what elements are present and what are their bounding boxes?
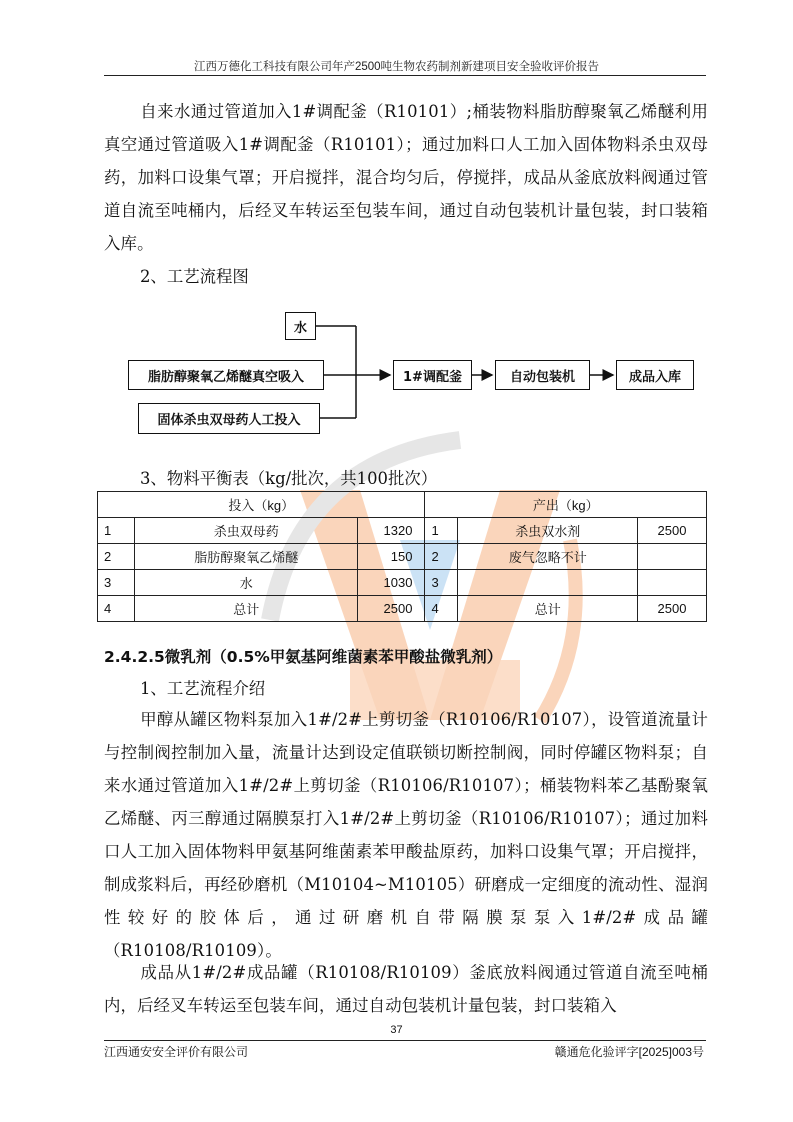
header-divider [104, 75, 706, 76]
in-name: 杀虫双母药 [134, 518, 358, 544]
in-qty: 150 [358, 544, 425, 570]
table-row [98, 596, 707, 622]
flow-box-water: 水 [285, 312, 316, 340]
in-name: 水 [134, 570, 358, 596]
in-name: 脂肪醇聚氧乙烯醚 [134, 544, 358, 570]
out-no: 2 [425, 544, 458, 570]
table-heading: 3、物料平衡表（kg/批次，共100批次） [140, 469, 438, 488]
in-qty: 1030 [358, 570, 425, 596]
in-no: 2 [98, 544, 135, 570]
out-qty: 2500 [638, 518, 707, 544]
flow-box-packaging: 自动包装机 [495, 360, 590, 390]
process-paragraph [104, 95, 708, 260]
process-paragraph-text: 自来水通过管道加入1#调配釜（R10101）;桶装物料脂肪醇聚氧乙烯醚利用真空通过管道吸入1#调配釜（R10101）；通过加料口人工加入固体物料杀虫双母药，加料口设集气罩；开启搅拌，混合均匀后，停搅拌，成品从釜底放料阀通过管道自流至吨桶内，后经叉车转运至包装车间，通过自动包装机计量包装，封口装箱入库。 [104, 102, 708, 253]
intro-heading: 1、工艺流程介绍 [140, 679, 266, 698]
out-name: 总计 [458, 596, 638, 622]
table-row [98, 518, 707, 544]
flow-heading: 2、工艺流程图 [140, 267, 249, 286]
flow-box-fatty-alcohol: 脂肪醇聚氧乙烯醚真空吸入 [128, 360, 324, 390]
in-qty: 1320 [358, 518, 425, 544]
out-qty: 2500 [638, 596, 707, 622]
table-header-row [98, 492, 707, 518]
in-no: 4 [98, 596, 135, 622]
product-paragraph [104, 956, 708, 1022]
footer-divider [104, 1040, 706, 1041]
out-qty [638, 570, 707, 596]
microemulsion-paragraph [104, 703, 708, 967]
in-name: 总计 [134, 596, 358, 622]
out-no: 3 [425, 570, 458, 596]
table-row [98, 570, 707, 596]
out-no: 1 [425, 518, 458, 544]
output-header: 产出（kg） [425, 492, 707, 518]
table-row [98, 544, 707, 570]
section-heading: 2.4.2.5微乳剂（0.5%甲氨基阿维菌素苯甲酸盐微乳剂） [104, 648, 503, 666]
in-qty: 2500 [358, 596, 425, 622]
header-title: 江西万德化工科技有限公司年产2500吨生物农药制剂新建项目安全验收评价报告 [193, 61, 600, 73]
flow-box-solid-input: 固体杀虫双母药人工投入 [138, 403, 320, 434]
in-no: 3 [98, 570, 135, 596]
out-qty [638, 544, 707, 570]
out-name [458, 570, 638, 596]
page-number: 37 [390, 1024, 403, 1036]
product-paragraph-text: 成品从1#/2#成品罐（R10108/R10109）釜底放料阀通过管道自流至吨桶内，后经叉车转运至包装车间，通过自动包装机计量包装，封口装箱入 [104, 963, 708, 1015]
out-name: 杀虫双水剂 [458, 518, 638, 544]
flow-box-kettle: 1#调配釜 [393, 360, 472, 390]
in-no: 1 [98, 518, 135, 544]
material-balance-table [97, 491, 707, 622]
flow-box-storage: 成品入库 [616, 360, 694, 390]
footer-doc-code: 赣通危化验评字[2025]003号 [554, 1045, 704, 1059]
microemulsion-paragraph-text: 甲醇从罐区物料泵加入1#/2#上剪切釜（R10106/R10107），设管道流量计与控制阀控制加入量，流量计达到设定值联锁切断控制阀，同时停罐区物料泵；自来水通过管道加入1#/2#上剪切釜（R10106/R10107）；桶装物料苯乙基酚聚氧乙烯醚、丙三醇通过隔膜泵打入1#/2#上剪切釜（R10106/R10107）；通过加料口人工加入固体物料甲氨基阿维菌素苯甲酸盐原药，加料口设集气罩；开启搅拌，制成浆料后，再经砂磨机（M10104~M10105）研磨成一定细度的流动性、湿润性较好的胶体后，通过研磨机自带隔膜泵泵入1#/2#成品罐（R10108/R10109）。 [104, 710, 708, 960]
out-no: 4 [425, 596, 458, 622]
input-header: 投入（kg） [98, 492, 425, 518]
footer-company: 江西通安安全评价有限公司 [104, 1045, 249, 1059]
out-name: 废气忽略不计 [458, 544, 638, 570]
